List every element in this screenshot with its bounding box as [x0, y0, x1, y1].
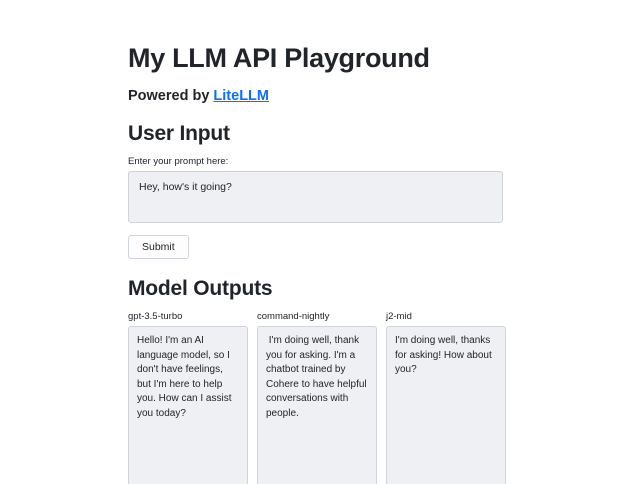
powered-by-text: Powered by — [128, 88, 214, 105]
model-output-gpt-3-5-turbo[interactable] — [128, 326, 248, 484]
page-title: My LLM API Playground — [128, 43, 430, 73]
model-label-command-nightly: command-nightly — [257, 311, 330, 323]
prompt-input[interactable] — [128, 171, 503, 223]
model-output-column — [386, 311, 506, 484]
user-input-heading: User Input — [128, 122, 230, 146]
model-output-j2-mid[interactable] — [386, 326, 506, 484]
litellm-link[interactable]: LiteLLM — [213, 88, 269, 105]
submit-button[interactable]: Submit — [128, 235, 189, 259]
model-output-column — [128, 311, 248, 484]
model-label-j2-mid: j2-mid — [386, 311, 412, 323]
powered-by-line — [128, 88, 512, 104]
model-output-command-nightly[interactable] — [257, 326, 377, 484]
model-output-column — [257, 311, 377, 484]
prompt-label: Enter your prompt here: — [128, 156, 229, 168]
model-outputs-heading: Model Outputs — [128, 277, 273, 301]
model-label-gpt-3-5-turbo: gpt-3.5-turbo — [128, 311, 183, 323]
model-outputs-row — [128, 311, 512, 484]
